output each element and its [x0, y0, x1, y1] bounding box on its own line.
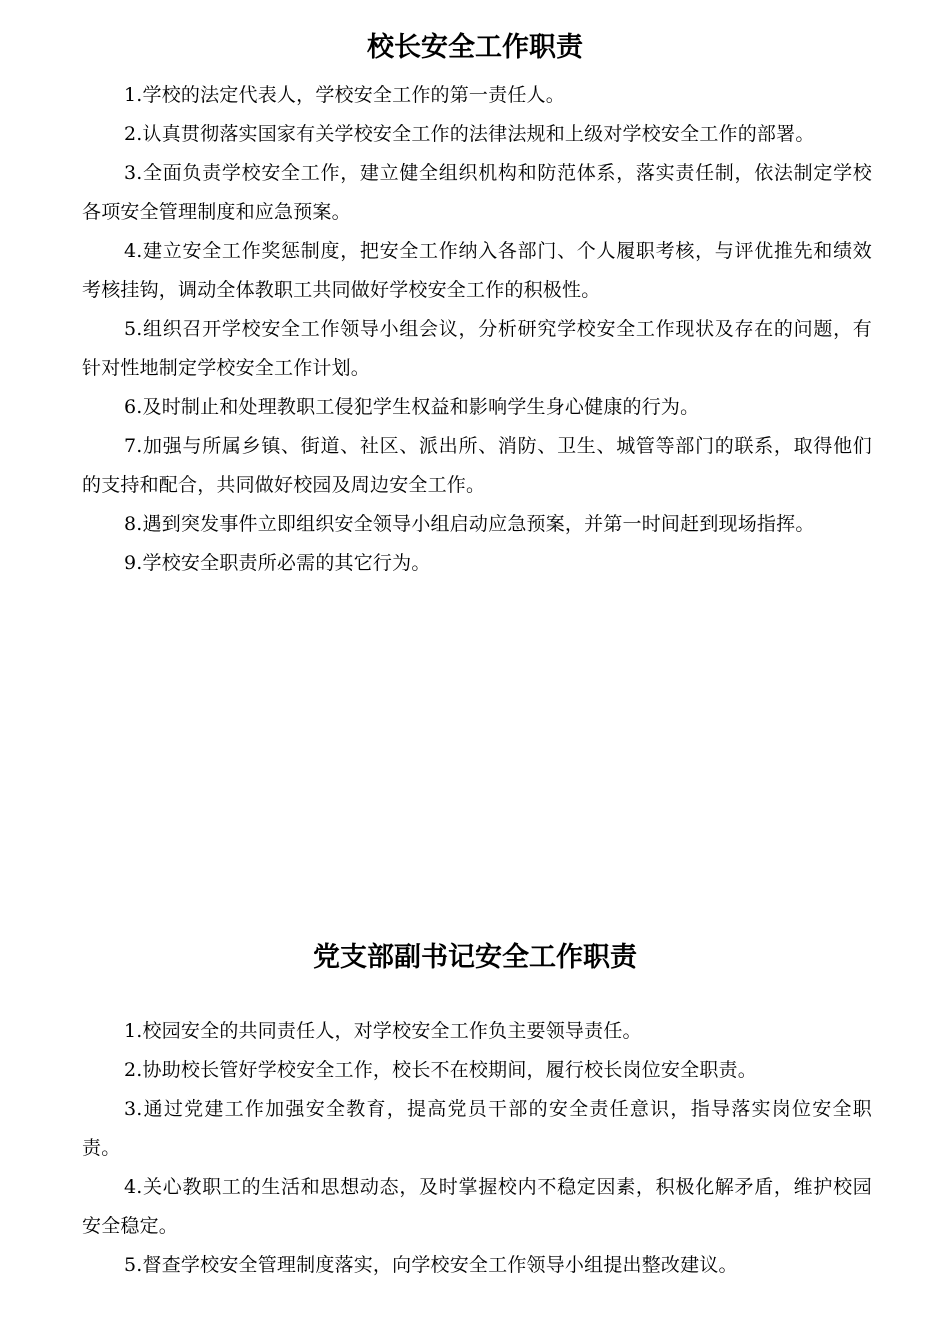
- duty-item: 7.加强与所属乡镇、街道、社区、派出所、消防、卫生、城管等部门的联系，取得他们的支持和配合，共同做好校园及周边安全工作。: [82, 435, 872, 496]
- duty-item: 3.全面负责学校安全工作，建立健全组织机构和防范体系，落实责任制，依法制定学校各项安全管理制度和应急预案。: [82, 162, 872, 223]
- duty-list: [0, 1012, 872, 1285]
- duty-item: 5.督查学校安全管理制度落实，向学校安全工作领导小组提出整改建议。: [124, 1254, 738, 1276]
- duty-item: 6.及时制止和处理教职工侵犯学生权益和影响学生身心健康的行为。: [124, 396, 700, 418]
- duty-item: 4.关心教职工的生活和思想动态，及时掌握校内不稳定因素，积极化解矛盾，维护校园安全稳定。: [82, 1176, 872, 1237]
- section-title: 校长安全工作职责: [367, 32, 583, 63]
- duty-list: [0, 76, 872, 583]
- duty-item: 1.校园安全的共同责任人，对学校安全工作负主要领导责任。: [124, 1020, 642, 1042]
- section-title: 党支部副书记安全工作职责: [313, 942, 637, 973]
- party-deputy-secretary-safety-duties-section: [0, 938, 950, 1285]
- duty-item: 2.协助校长管好学校安全工作，校长不在校期间，履行校长岗位安全职责。: [124, 1059, 757, 1081]
- duty-item: 8.遇到突发事件立即组织安全领导小组启动应急预案，并第一时间赶到现场指挥。: [124, 513, 815, 535]
- duty-item: 4.建立安全工作奖惩制度，把安全工作纳入各部门、个人履职考核，与评优推先和绩效考核挂钩，调动全体教职工共同做好学校安全工作的积极性。: [82, 240, 872, 301]
- duty-item: 3.通过党建工作加强安全教育，提高党员干部的安全责任意识，指导落实岗位安全职责。: [82, 1098, 872, 1159]
- duty-item: 9.学校安全职责所必需的其它行为。: [124, 552, 431, 574]
- duty-item: 2.认真贯彻落实国家有关学校安全工作的法律法规和上级对学校安全工作的部署。: [124, 123, 815, 145]
- duty-item: 5.组织召开学校安全工作领导小组会议，分析研究学校安全工作现状及存在的问题，有针对性地制定学校安全工作计划。: [82, 318, 872, 379]
- duty-item: 1.学校的法定代表人，学校安全工作的第一责任人。: [124, 84, 565, 106]
- principal-safety-duties-section: [0, 28, 950, 583]
